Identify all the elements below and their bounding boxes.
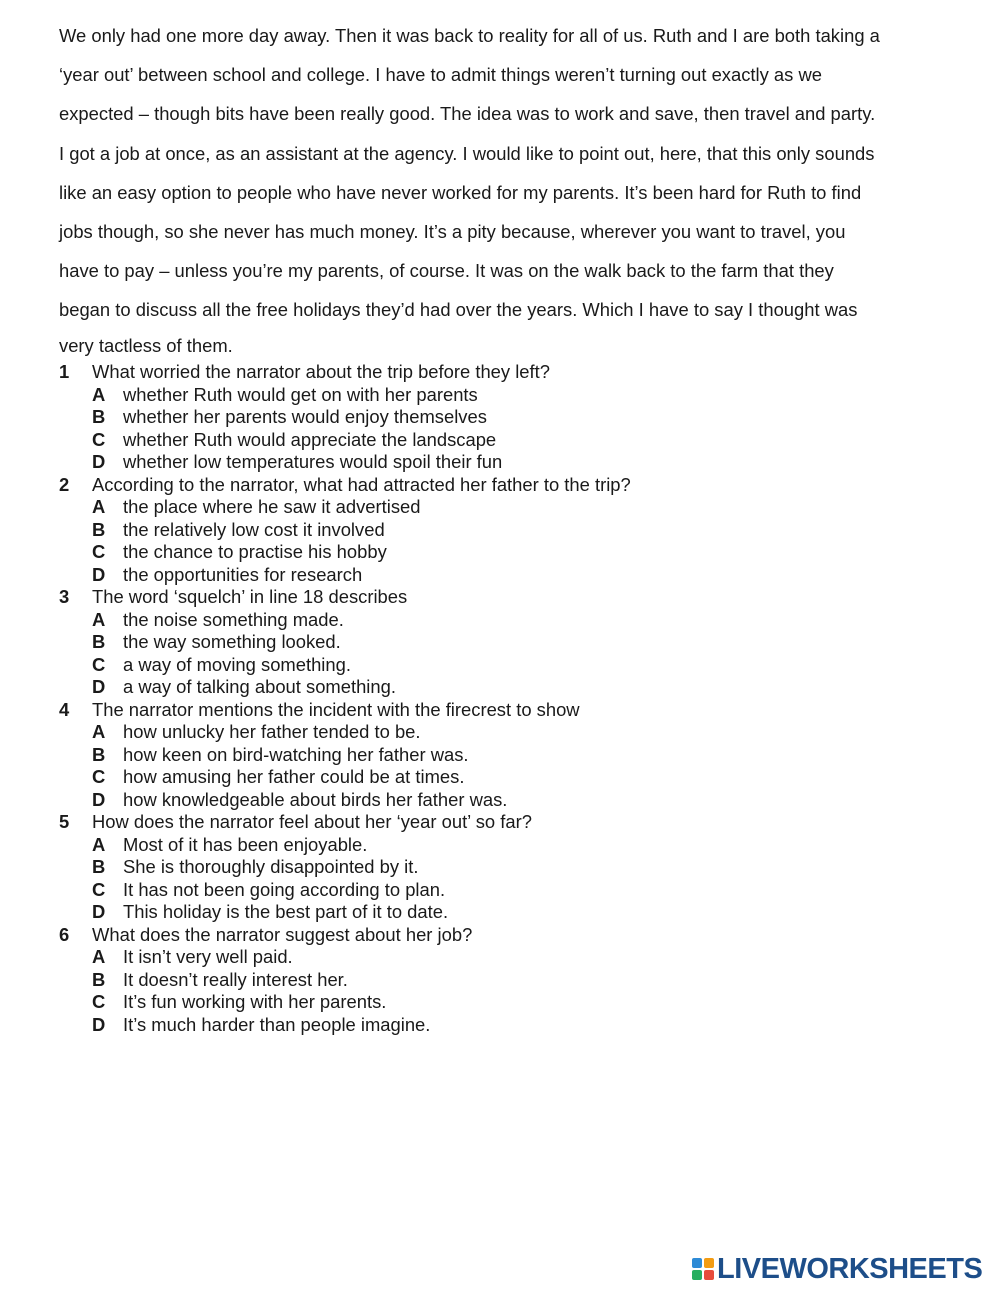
option-letter: A <box>92 383 106 405</box>
answer-option[interactable] <box>59 631 959 654</box>
answer-option[interactable] <box>59 789 959 812</box>
option-text: whether Ruth would appreciate the landscape <box>123 428 497 450</box>
question-row <box>59 474 959 497</box>
option-text: the noise something made. <box>123 608 344 630</box>
answer-option[interactable] <box>59 969 959 992</box>
option-text: Most of it has been enjoyable. <box>123 833 368 855</box>
option-letter: B <box>92 968 106 990</box>
option-letter: D <box>92 1013 106 1035</box>
option-letter: A <box>92 496 106 517</box>
passage-line: I got a job at once, as an assistant at the agency. I would like to point out, here, that this only sounds <box>59 142 875 164</box>
question-block <box>59 924 959 1037</box>
question-number: 2 <box>59 473 70 495</box>
option-text: how amusing her father could be at times. <box>123 766 465 787</box>
answer-option[interactable] <box>59 406 959 429</box>
option-text: This holiday is the best part of it to date. <box>123 901 449 922</box>
answer-option[interactable] <box>59 879 959 902</box>
question-text: What does the narrator suggest about her job? <box>92 923 473 945</box>
option-text: whether Ruth would get on with her parents <box>123 383 478 405</box>
question-number: 1 <box>59 361 70 382</box>
answer-option[interactable] <box>59 834 959 857</box>
option-letter: B <box>92 631 106 652</box>
option-text: It has not been going according to plan. <box>123 878 446 900</box>
answer-option[interactable] <box>59 744 959 767</box>
question-block <box>59 699 959 812</box>
option-text: It doesn’t really interest her. <box>123 968 348 990</box>
answer-option[interactable] <box>59 654 959 677</box>
option-letter: A <box>92 721 106 742</box>
option-letter: B <box>92 406 106 427</box>
option-text: how keen on bird-watching her father was. <box>123 743 469 765</box>
answer-option[interactable] <box>59 856 959 879</box>
option-letter: C <box>92 878 106 900</box>
liveworksheets-logo <box>692 1253 982 1285</box>
answer-option[interactable] <box>59 429 959 452</box>
option-letter: D <box>92 788 106 810</box>
answer-option[interactable] <box>59 991 959 1014</box>
question-number: 3 <box>59 586 70 607</box>
option-text: the relatively low cost it involved <box>123 518 385 540</box>
logo-mark-square <box>692 1258 702 1268</box>
option-letter: A <box>92 833 106 855</box>
answer-option[interactable] <box>59 541 959 564</box>
option-text: She is thoroughly disappointed by it. <box>123 856 419 877</box>
option-text: It’s much harder than people imagine. <box>123 1013 431 1035</box>
option-letter: B <box>92 518 106 540</box>
question-text: What worried the narrator about the trip before they left? <box>92 361 550 382</box>
question-list <box>59 361 959 1036</box>
answer-option[interactable] <box>59 766 959 789</box>
answer-option[interactable] <box>59 519 959 542</box>
answer-option[interactable] <box>59 496 959 519</box>
answer-option[interactable] <box>59 451 959 474</box>
question-text: The word ‘squelch’ in line 18 describes <box>92 586 408 607</box>
reading-passage <box>59 21 959 357</box>
option-text: a way of talking about something. <box>123 676 396 697</box>
question-number: 6 <box>59 923 70 945</box>
question-block <box>59 586 959 699</box>
option-text: how unlucky her father tended to be. <box>123 721 421 742</box>
answer-option[interactable] <box>59 721 959 744</box>
option-text: the place where he saw it advertised <box>123 496 421 517</box>
logo-mark-square <box>704 1270 714 1280</box>
question-block <box>59 474 959 587</box>
answer-option[interactable] <box>59 901 959 924</box>
answer-option[interactable] <box>59 609 959 632</box>
question-row <box>59 586 959 609</box>
option-text: It isn’t very well paid. <box>123 946 293 967</box>
option-text: whether her parents would enjoy themselves <box>123 406 487 427</box>
question-row <box>59 361 959 384</box>
option-letter: A <box>92 946 106 967</box>
answer-option[interactable] <box>59 384 959 407</box>
answer-option[interactable] <box>59 564 959 587</box>
option-letter: D <box>92 676 106 697</box>
option-text: a way of moving something. <box>123 653 351 675</box>
question-text: According to the narrator, what had attracted her father to the trip? <box>92 473 631 495</box>
option-letter: D <box>92 901 106 922</box>
question-block <box>59 361 959 474</box>
passage-line: We only had one more day away. Then it was back to reality for all of us. Ruth and I are both taking a <box>59 25 880 46</box>
option-letter: C <box>92 653 106 675</box>
option-text: the way something looked. <box>123 631 341 652</box>
question-text: The narrator mentions the incident with the firecrest to show <box>92 698 580 720</box>
passage-line: have to pay – unless you’re my parents, of course. It was on the walk back to the farm that they <box>59 260 834 282</box>
question-number: 4 <box>59 698 70 720</box>
option-letter: C <box>92 991 106 1012</box>
answer-option[interactable] <box>59 1014 959 1037</box>
passage-line: expected – though bits have been really good. The idea was to work and save, then travel and party. <box>59 103 876 125</box>
option-text: whether low temperatures would spoil their fun <box>123 451 503 472</box>
question-row <box>59 699 959 722</box>
logo-text: LIVEWORKSHEETS <box>717 1253 983 1285</box>
question-block <box>59 811 959 924</box>
question-text: How does the narrator feel about her ‘year out’ so far? <box>92 811 532 832</box>
option-letter: B <box>92 743 106 765</box>
option-text: It’s fun working with her parents. <box>123 991 387 1012</box>
logo-mark-icon <box>692 1258 714 1280</box>
passage-line: began to discuss all the free holidays they’d had over the years. Which I have to say I thought was <box>59 299 858 321</box>
option-text: the chance to practise his hobby <box>123 541 387 562</box>
option-letter: C <box>92 766 106 787</box>
option-letter: C <box>92 541 106 562</box>
answer-option[interactable] <box>59 946 959 969</box>
passage-line: ‘year out’ between school and college. I have to admit things weren’t turning out exactly as we <box>59 64 822 86</box>
answer-option[interactable] <box>59 676 959 699</box>
option-letter: D <box>92 451 106 472</box>
option-text: the opportunities for research <box>123 563 363 585</box>
option-text: how knowledgeable about birds her father was. <box>123 788 508 810</box>
option-letter: C <box>92 428 106 450</box>
passage-line: very tactless of them. <box>59 334 233 356</box>
option-letter: D <box>92 563 106 585</box>
question-row <box>59 924 959 947</box>
logo-mark-square <box>692 1270 702 1280</box>
question-number: 5 <box>59 811 70 832</box>
passage-line: like an easy option to people who have never worked for my parents. It’s been hard for Ruth to find <box>59 181 862 203</box>
option-letter: B <box>92 856 106 877</box>
passage-line: jobs though, so she never has much money. It’s a pity because, wherever you want to travel, you <box>59 220 846 242</box>
option-letter: A <box>92 608 106 630</box>
logo-mark-square <box>704 1258 714 1268</box>
question-row <box>59 811 959 834</box>
